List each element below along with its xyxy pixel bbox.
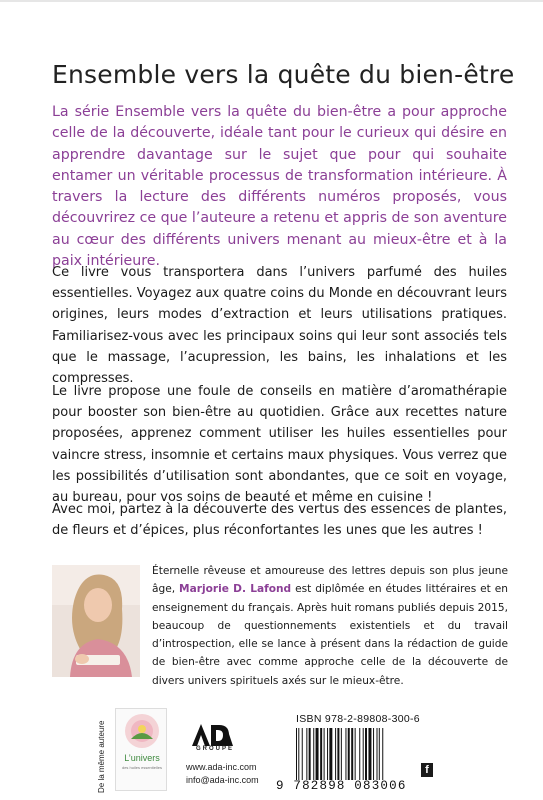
other-book-thumbnail bbox=[115, 708, 167, 791]
publisher-website: www.ada-inc.com bbox=[186, 762, 257, 772]
isbn: ISBN 978-2-89808-300-6 bbox=[296, 713, 420, 725]
paragraph-1: Ce livre vous transportera dans l’univers parfumé des huiles essentielles. Voyagez aux quatre coins du Monde en découvrant leurs origines, leurs modes d’extraction et leurs utilisations pratiques. Familiarisez-vous avec les principaux soins qui leur sont associés tels que le massage, l’acupression, les bains, les inhalations et les compresses. bbox=[52, 265, 507, 387]
publisher-email: info@ada-inc.com bbox=[186, 775, 259, 785]
author-photo bbox=[52, 565, 140, 677]
page-title: Ensemble vers la quête du bien-être bbox=[52, 60, 515, 89]
facebook-icon: f bbox=[421, 763, 433, 777]
ada-logo-icon bbox=[190, 722, 234, 748]
same-author-label-wrap bbox=[97, 705, 109, 795]
publisher-group: GROUPE bbox=[196, 746, 235, 752]
publisher-name: ADA bbox=[190, 722, 193, 723]
same-author-label: De la même auteure bbox=[97, 720, 106, 793]
other-book-subtitle: des huiles essentielles bbox=[121, 765, 163, 770]
author-name: Marjorie D. Lafond bbox=[179, 583, 292, 596]
flower-logo-icon bbox=[116, 709, 167, 753]
author-bio bbox=[152, 562, 508, 690]
author-portrait-image bbox=[52, 565, 140, 677]
paragraph-2: Le livre propose une foule de conseils en matière d’aromathérapie pour booster son bien-être au quotidien. Grâce aux recettes nature proposées, apprenez comment utiliser les huiles essentielles pour vaincre stress, insomnie et certains maux physiques. Vous verrez que les possibilités d’utilisation sont abondantes, que ce soit en voyage, au bureau, pour vos soins de beauté et même en cuisine ! bbox=[52, 384, 507, 506]
barcode-number: 9 782898 083006 bbox=[276, 779, 407, 793]
bio-intro: Éternelle rêveuse et amoureuse des lettres depuis son plus jeune âge, bbox=[152, 565, 508, 596]
publisher-contact bbox=[186, 761, 259, 787]
bio-rest: est diplômée en études littéraires et en enseignement du français. Après huit romans publiés depuis 2015, beaucoup de questionnements existentiels et du travail d’introspection, elle se lance à présent dans la rédaction de guide de bien-être avec comme approche celle de la découverte de divers univers spirituels axés sur le mieux-être. bbox=[152, 583, 508, 687]
other-book-title: L’univers bbox=[124, 753, 160, 763]
paragraph-3: Avec moi, partez à la découverte des vertus des essences de plantes, de fleurs et d’épices, plus réconfortantes les unes que les autres ! bbox=[52, 502, 507, 539]
barcode-icon bbox=[296, 728, 414, 780]
top-border bbox=[0, 0, 543, 2]
series-intro: La série Ensemble vers la quête du bien-être a pour approche celle de la découverte, idéale tant pour le curieux qui désire en apprendre davantage sur le sujet que pour qui souhaite entamer un véritable processus de transformation intérieure. À travers la lecture des différents numéros proposés, vous découvrirez ce que l’auteure a retenu et appris de son aventure au cœur des différents univers menant au mieux-être et à la paix intérieure. bbox=[52, 104, 507, 270]
